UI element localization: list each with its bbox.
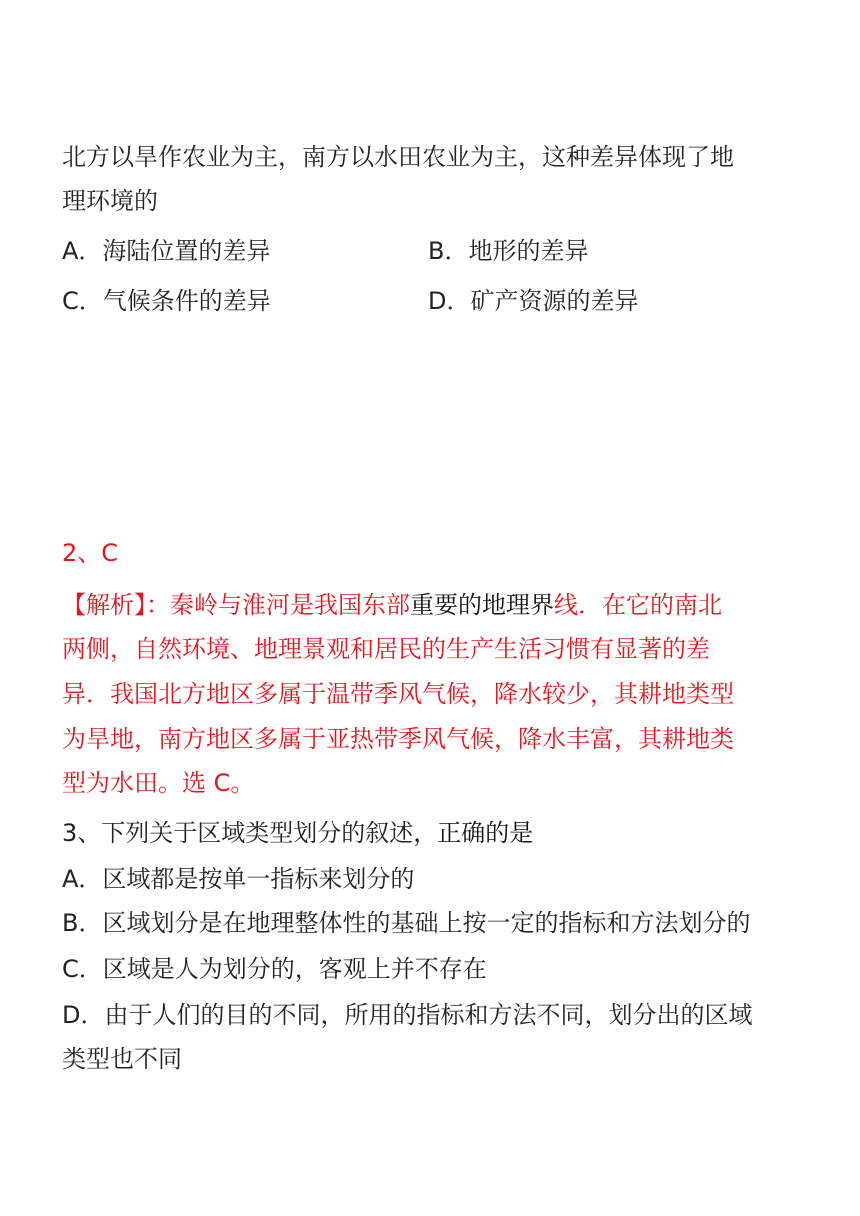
answer-2-analysis-line1 — [62, 590, 722, 620]
q1-options-row2 — [62, 286, 639, 316]
q1-option-d: D．矿产资源的差异 — [428, 287, 639, 315]
answer-2-analysis-line4: 为旱地，南方地区多属于亚热带季风气候，降水丰富，其耕地类 — [62, 725, 734, 753]
q3-option-a: A．区域都是按单一指标来划分的 — [62, 865, 415, 893]
answer-2-analysis-line2: 两侧，自然环境、地理景观和居民的生产生活习惯有显著的差 — [62, 635, 710, 663]
q3-option-c: C．区域是人为划分的，客观上并不存在 — [62, 955, 487, 983]
analysis-red-segment: 线．在它的南北 — [554, 591, 722, 619]
q3-stem-tail: ，正确的是 — [413, 819, 534, 847]
q3-stem-main: 3、下列关于区域类型划分的叙述 — [62, 819, 414, 847]
q3-option-d-line2: 类型也不同 — [62, 1045, 182, 1073]
q1-option-a: A．海陆位置的差异 — [62, 237, 271, 265]
answer-2-number: 2、C — [62, 539, 119, 567]
q1-stem-line1: 北方以旱作农业为主，南方以水田农业为主，这种差异体现了地 — [62, 143, 734, 171]
q3-stem — [62, 818, 533, 848]
q3-option-b: B．区域划分是在地理整体性的基础上按一定的指标和方法划分的 — [62, 909, 751, 937]
q1-option-b: B．地形的差异 — [428, 237, 589, 265]
analysis-black-segment: 重要的地理界 — [410, 591, 554, 619]
q1-stem-line2: 理环境的 — [62, 187, 158, 215]
analysis-heading: 【解析】：秦岭与淮河是我国东部 — [62, 591, 410, 619]
q3-option-d-line1: D．由于人们的目的不同，所用的指标和方法不同，划分出的区域 — [62, 1001, 753, 1029]
answer-2-analysis-line5: 型为水田。选 C。 — [62, 769, 255, 797]
q1-option-c: C．气候条件的差异 — [62, 287, 271, 315]
answer-2-analysis-line3: 异．我国北方地区多属于温带季风气候，降水较少，其耕地类型 — [62, 680, 734, 708]
q1-options-row1 — [62, 236, 589, 266]
